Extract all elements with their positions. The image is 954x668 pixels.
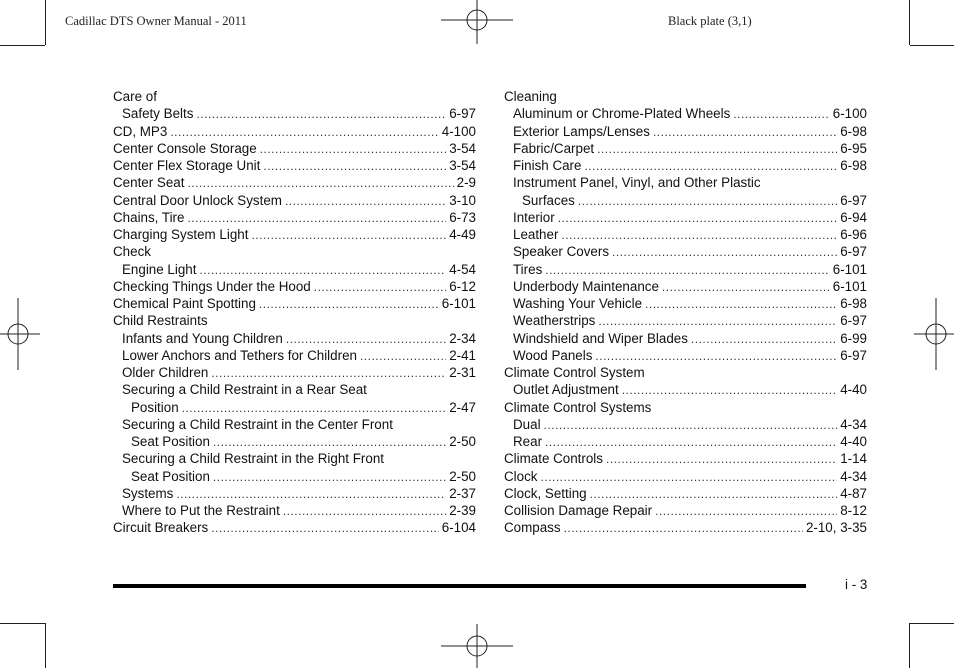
header-document-title: Cadillac DTS Owner Manual - 2011 (65, 14, 247, 28)
dot-leader (285, 193, 446, 210)
index-entry-page-ref: 6-97 (840, 244, 867, 260)
index-entry (504, 209, 867, 226)
index-entry-term: Seat Position (131, 468, 210, 484)
index-entry-term: Climate Controls (504, 451, 603, 467)
index-entry-page-ref: 6-95 (840, 140, 867, 156)
dot-leader (213, 434, 446, 451)
index-entry-term: Clock (504, 468, 538, 484)
index-entry (504, 157, 867, 174)
dot-leader (545, 434, 837, 451)
index-entry (504, 261, 867, 278)
index-entry-term: Cleaning (504, 89, 557, 104)
footer-rule (113, 584, 806, 588)
index-entry-term: Infants and Young Children (122, 330, 283, 346)
header-plate-label: Black plate (3,1) (668, 14, 752, 28)
dot-leader (606, 451, 837, 468)
index-entry (504, 399, 867, 416)
index-entry (504, 105, 867, 122)
index-entry-term: Center Console Storage (113, 140, 257, 156)
dot-leader (182, 400, 447, 417)
index-entry-term: Underbody Maintenance (513, 278, 659, 294)
crop-mark-bottom-right-vertical (909, 623, 910, 668)
dot-leader (545, 262, 829, 279)
index-entry-page-ref: 6-97 (840, 313, 867, 329)
index-entry (504, 226, 867, 243)
index-entry (113, 312, 476, 329)
dot-leader (584, 158, 837, 175)
index-entry-page-ref: 6-101 (832, 261, 867, 277)
index-entry-page-ref: 2-34 (449, 330, 476, 346)
index-entry (113, 381, 476, 398)
index-entry-term: Child Restraints (113, 313, 208, 329)
dot-leader (662, 279, 830, 296)
index-entry (504, 174, 867, 191)
index-entry (504, 502, 867, 519)
index-entry (504, 433, 867, 450)
index-entry-page-ref: 6-99 (840, 330, 867, 346)
index-entry-term: Chemical Paint Spotting (113, 296, 256, 311)
index-entry-page-ref: 4-87 (840, 485, 867, 501)
index-entry-page-ref: 2-10, 3-35 (805, 520, 867, 536)
index-entry (113, 123, 476, 140)
index-entry-term: Systems (122, 485, 174, 501)
index-entry (504, 278, 867, 295)
index-entry-term: Collision Damage Repair (504, 503, 653, 518)
index-entry-page-ref: 6-97 (449, 106, 476, 122)
index-entry-page-ref: 6-98 (840, 123, 867, 139)
index-entry-term: Engine Light (122, 261, 197, 277)
dot-leader (251, 227, 446, 244)
index-entry-page-ref: 2-47 (449, 399, 476, 415)
registration-mark-left-icon (0, 298, 40, 370)
dot-leader (259, 296, 439, 313)
index-entry-term: Center Seat (113, 175, 185, 191)
index-entry-page-ref: 2-50 (449, 468, 476, 484)
index-entry-page-ref: 4-49 (449, 227, 476, 242)
index-entry (504, 468, 867, 485)
index-entry (113, 192, 476, 209)
dot-leader (213, 469, 446, 486)
dot-leader (187, 175, 453, 192)
index-entry-term: Circuit Breakers (113, 520, 209, 536)
index-entry (113, 485, 476, 502)
index-entry (113, 88, 476, 105)
dot-leader (199, 262, 446, 279)
registration-mark-right-icon (914, 298, 954, 370)
index-entry-term: Aluminum or Chrome-Plated Wheels (513, 106, 731, 122)
crop-mark-top-right-vertical (909, 0, 910, 45)
index-entry (113, 468, 476, 485)
index-entry (113, 364, 476, 381)
index-entry-page-ref: 3-54 (449, 140, 476, 156)
index-entry-page-ref: 4-54 (449, 261, 476, 277)
index-entry-term: Finish Care (513, 158, 582, 173)
index-entry-term: Weatherstrips (513, 313, 596, 329)
index-entry-page-ref: 1-14 (840, 451, 867, 467)
crop-mark-top-right-horizontal (910, 45, 954, 46)
index-entry (113, 399, 476, 416)
index-entry-term: Outlet Adjustment (513, 382, 619, 398)
index-entry-page-ref: 6-94 (840, 209, 867, 225)
index-entry-page-ref: 6-98 (840, 158, 867, 173)
dot-leader (170, 124, 438, 141)
index-entry-page-ref: 3-54 (449, 158, 476, 173)
index-entry-page-ref: 4-100 (441, 123, 476, 139)
index-entry (504, 519, 867, 536)
index-entry-term: Exterior Lamps/Lenses (513, 123, 650, 139)
index-entry (504, 450, 867, 467)
dot-leader (691, 331, 837, 348)
dot-leader (187, 210, 446, 227)
index-entry (504, 485, 867, 502)
index-entry (113, 450, 476, 467)
index-column-right (504, 88, 867, 537)
dot-leader (622, 382, 837, 399)
index-entry-page-ref: 6-100 (832, 106, 867, 122)
index-entry-term: Care of (113, 89, 157, 104)
index-entry-term: Older Children (122, 365, 209, 380)
index-entry (113, 502, 476, 519)
index-entry-term: Position (131, 399, 179, 415)
index-entry-term: Wood Panels (513, 347, 593, 363)
index-entry-page-ref: 2-9 (456, 175, 476, 191)
dot-leader (283, 503, 446, 520)
index-entry (504, 243, 867, 260)
index-entry-page-ref: 6-104 (441, 520, 476, 536)
index-entry-page-ref: 2-37 (449, 485, 476, 501)
crop-mark-bottom-left-horizontal (0, 623, 45, 624)
dot-leader (590, 486, 838, 503)
index-entry-term: Chains, Tire (113, 209, 185, 225)
index-entry-term: Lower Anchors and Tethers for Children (122, 347, 357, 363)
index-entry (504, 330, 867, 347)
index-entry-page-ref: 2-41 (449, 347, 476, 363)
index-entry-page-ref: 4-34 (840, 416, 867, 432)
index-entry-page-ref: 3-10 (449, 192, 476, 208)
index-entry-term: Leather (513, 227, 559, 242)
crop-mark-top-left-vertical (45, 0, 46, 45)
index-entry-term: Central Door Unlock System (113, 192, 282, 208)
index-entry (113, 243, 476, 260)
index-entry-page-ref: 8-12 (840, 503, 867, 518)
index-entry-page-ref: 6-98 (840, 296, 867, 311)
index-entry (113, 278, 476, 295)
index-entry-page-ref: 6-101 (441, 296, 476, 311)
index-entry-term: Compass (504, 520, 561, 536)
index-entry-term: CD, MP3 (113, 123, 168, 139)
index-entry-term: Fabric/Carpet (513, 140, 595, 156)
index-entry-term: Where to Put the Restraint (122, 503, 280, 518)
index-entry-term: Dual (513, 416, 541, 432)
index-entry-page-ref: 6-97 (840, 347, 867, 363)
index-entry-term: Tires (513, 261, 543, 277)
dot-leader (540, 469, 837, 486)
index-entry (113, 174, 476, 191)
index-entry-page-ref: 6-12 (449, 278, 476, 294)
index-entry (113, 433, 476, 450)
index-entry (113, 416, 476, 433)
index-entry-term: Climate Control System (504, 365, 645, 380)
index-entry (113, 209, 476, 226)
index-entry-term: Center Flex Storage Unit (113, 158, 261, 173)
dot-leader (655, 503, 837, 520)
index-entry-term: Safety Belts (122, 106, 194, 122)
index-entry-term: Clock, Setting (504, 485, 587, 501)
index-entry (504, 140, 867, 157)
dot-leader (544, 417, 838, 434)
dot-leader (564, 520, 803, 537)
crop-mark-top-left-horizontal (0, 45, 45, 46)
index-entry-term: Interior (513, 209, 555, 225)
index-entry-page-ref: 6-73 (449, 209, 476, 225)
dot-leader (612, 244, 837, 261)
crop-mark-bottom-right-horizontal (910, 623, 954, 624)
index-entry-page-ref: 6-97 (840, 192, 867, 208)
index-entry (504, 364, 867, 381)
index-entry-term: Rear (513, 434, 543, 449)
index-entry-term: Windshield and Wiper Blades (513, 330, 688, 346)
crop-mark-bottom-left-vertical (45, 623, 46, 668)
index-entry-term: Speaker Covers (513, 244, 610, 260)
index-entry (504, 381, 867, 398)
index-entry (113, 157, 476, 174)
dot-leader (286, 331, 446, 348)
dot-leader (597, 141, 837, 158)
index-entry-term: Check (113, 244, 151, 260)
index-entry (504, 347, 867, 364)
dot-leader (314, 279, 446, 296)
registration-mark-top-icon (441, 0, 513, 44)
index-entry-page-ref: 4-34 (840, 468, 867, 484)
index-entry-page-ref: 6-96 (840, 227, 867, 242)
index-entry-term: Climate Control Systems (504, 399, 652, 415)
registration-mark-bottom-icon (441, 624, 513, 668)
index-entry-term: Washing Your Vehicle (513, 296, 643, 311)
index-entry-page-ref: 4-40 (840, 382, 867, 398)
index-entry (504, 312, 867, 329)
index-entry-term: Securing a Child Restraint in a Rear Seat (122, 382, 367, 398)
dot-leader (561, 227, 837, 244)
index-entry-page-ref: 2-50 (449, 434, 476, 449)
index-entry (113, 519, 476, 536)
dot-leader (176, 486, 446, 503)
dot-leader (211, 520, 439, 537)
index-entry (113, 105, 476, 122)
index-entry-term: Seat Position (131, 434, 210, 449)
index-entry (113, 330, 476, 347)
index-entry (113, 261, 476, 278)
dot-leader (733, 106, 829, 123)
dot-leader (598, 313, 837, 330)
dot-leader (211, 365, 446, 382)
index-entry (504, 295, 867, 312)
index-entry (504, 123, 867, 140)
dot-leader (653, 124, 837, 141)
index-entry (504, 416, 867, 433)
index-entry (504, 192, 867, 209)
dot-leader (558, 210, 838, 227)
dot-leader (196, 106, 446, 123)
dot-leader (260, 141, 447, 158)
index-entry (113, 347, 476, 364)
index-entry (113, 295, 476, 312)
index-entry-term: Charging System Light (113, 227, 249, 242)
dot-leader (595, 348, 837, 365)
dot-leader (645, 296, 837, 313)
index-entry (504, 88, 867, 105)
index-entry-term: Instrument Panel, Vinyl, and Other Plastic (513, 175, 761, 191)
index-entry-term: Checking Things Under the Hood (113, 278, 311, 294)
index-entry (113, 226, 476, 243)
index-entry-term: Surfaces (522, 192, 575, 208)
index-entry-page-ref: 2-39 (449, 503, 476, 518)
page-number: i - 3 (845, 577, 868, 592)
dot-leader (263, 158, 446, 175)
index-entry-page-ref: 6-101 (832, 278, 867, 294)
index-entry-term: Securing a Child Restraint in the Right Front (122, 451, 384, 467)
dot-leader (360, 348, 446, 365)
index-entry-page-ref: 2-31 (449, 365, 476, 380)
index-column-left (113, 88, 476, 537)
index-entry-term: Securing a Child Restraint in the Center Front (122, 416, 393, 432)
dot-leader (578, 193, 837, 210)
index-entry-page-ref: 4-40 (840, 434, 867, 449)
index-entry (113, 140, 476, 157)
